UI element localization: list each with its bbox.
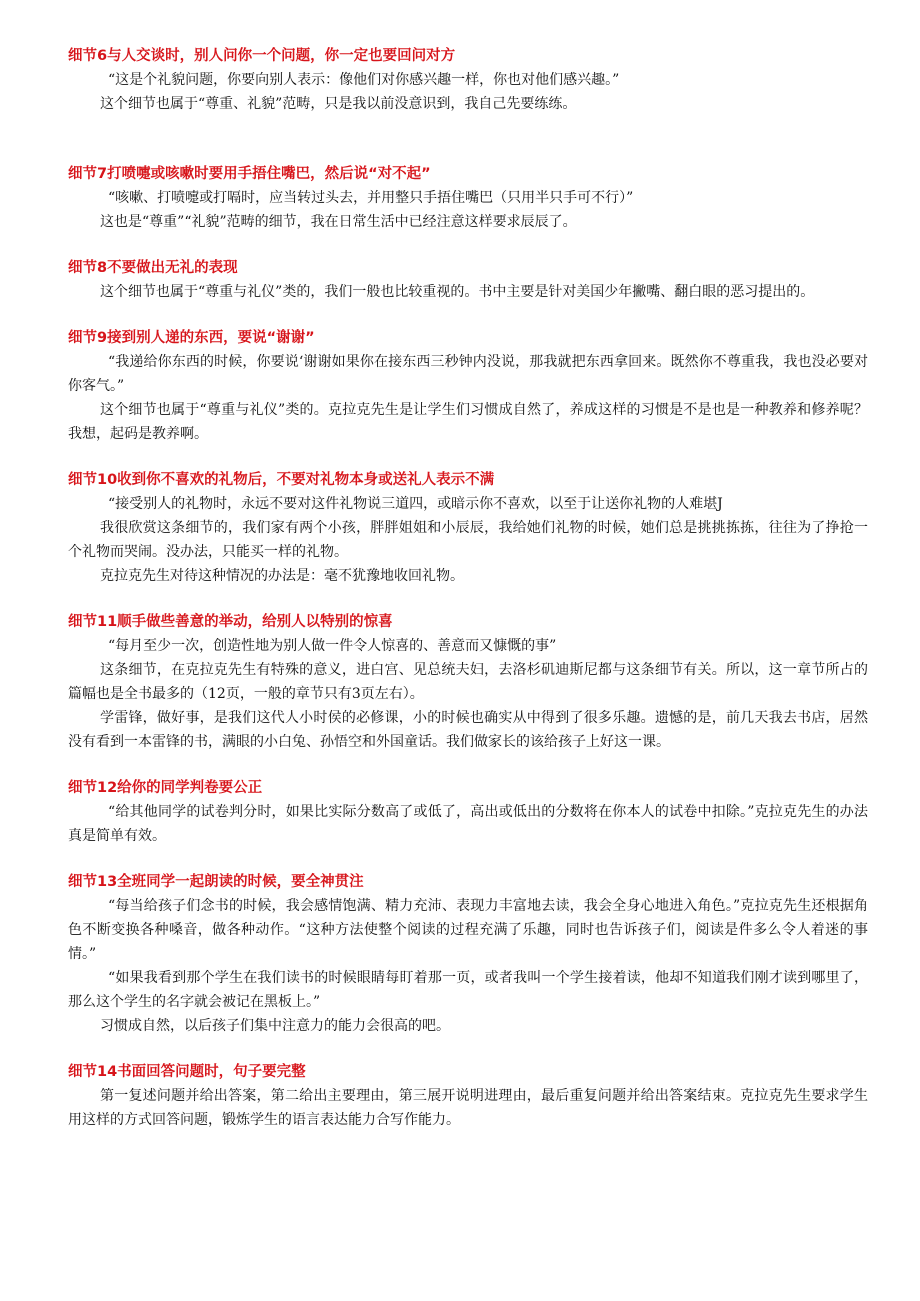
paragraph: 第一复述问题并给出答案，第二给出主要理由，第三展开说明进理由，最后重复问题并给出答案结束。克拉克先生要求学生用这样的方式回答问题，锻炼学生的语言表达能力合写作能力。 bbox=[68, 1088, 868, 1128]
paragraph: 这个细节也属于“尊重与礼仪”类的。克拉克先生是让学生们习惯成自然了，养成这样的习惯是不是也是一种教养和修养呢？我想，起码是教养啊。 bbox=[68, 402, 868, 442]
paragraph: 这个细节也属于“尊重、礼貌”范畴，只是我以前没意识到，我自己先要练练。 bbox=[100, 96, 577, 112]
section-detail-7 bbox=[68, 162, 868, 234]
section-detail-6 bbox=[68, 44, 868, 116]
paragraph: 我很欣赏这条细节的，我们家有两个小孩，胖胖姐姐和小辰辰，我给她们礼物的时候，她们总是挑挑拣拣，往往为了挣抢一个礼物而哭闹。没办法，只能买一样的礼物。 bbox=[68, 520, 868, 560]
paragraph: “咳嗽、打喷嚏或打嗝时，应当转过头去，并用整只手捂住嘴巴（只用半只手可不行）” bbox=[108, 190, 634, 206]
section-heading: 细节8不要做出无礼的表现 bbox=[68, 260, 238, 276]
paragraph: 这个细节也属于“尊重与礼仪”类的，我们一般也比较重视的。书中主要是针对美国少年撇嘴、翻白眼的恶习提出的。 bbox=[100, 284, 815, 300]
paragraph: 克拉克先生对待这种情况的办法是：毫不犹豫地收回礼物。 bbox=[100, 568, 464, 584]
section-detail-12 bbox=[68, 776, 868, 848]
paragraph: 这条细节，在克拉克先生有特殊的意义，进白宫、见总统夫妇，去洛杉矶迪斯尼都与这条细节有关。所以，这一章节所占的篇幅也是全书最多的（12页，一般的章节只有3页左右）。 bbox=[68, 662, 868, 702]
section-detail-14 bbox=[68, 1060, 868, 1132]
paragraph: “如果我看到那个学生在我们读书的时候眼睛每盯着那一页，或者我叫一个学生接着读，他却不知道我们刚才读到哪里了，那么这个学生的名字就会被记在黑板上。” bbox=[68, 970, 868, 1010]
paragraph: 这也是“尊重”“礼貌”范畴的细节，我在日常生活中已经注意这样要求辰辰了。 bbox=[100, 214, 577, 230]
section-detail-10 bbox=[68, 468, 868, 588]
section-detail-8 bbox=[68, 256, 868, 304]
document-page bbox=[68, 44, 868, 1132]
section-detail-11 bbox=[68, 610, 868, 754]
paragraph: “每当给孩子们念书的时候，我会感情饱满、精力充沛、表现力丰富地去读，我会全身心地进入角色。”克拉克先生还根据角色不断变换各种嗓音，做各种动作。“这种方法使整个阅读的过程充满了乐趣，同时也告诉孩子们，阅读是件多么令人着迷的事情。” bbox=[68, 898, 868, 962]
section-heading: 细节12给你的同学判卷要公正 bbox=[68, 780, 263, 796]
section-detail-13 bbox=[68, 870, 868, 1038]
paragraph: “这是个礼貌问题，你要向别人表示：像他们对你感兴趣一样，你也对他们感兴趣。” bbox=[108, 72, 620, 88]
section-heading: 细节13全班同学一起朗读的时候，要全神贯注 bbox=[68, 874, 364, 890]
section-heading: 细节11顺手做些善意的举动，给别人以特别的惊喜 bbox=[68, 614, 393, 630]
paragraph: “接受别人的礼物时，永远不要对这件礼物说三道四，或暗示你不喜欢，以至于让送你礼物的人难堪J bbox=[108, 496, 723, 512]
paragraph: “给其他同学的试卷判分时，如果比实际分数高了或低了，高出或低出的分数将在你本人的试卷中扣除。”克拉克先生的办法真是简单有效。 bbox=[68, 804, 868, 844]
section-detail-9 bbox=[68, 326, 868, 446]
section-heading: 细节6与人交谈时，别人问你一个问题，你一定也要回问对方 bbox=[68, 48, 456, 64]
section-heading: 细节7打喷嚏或咳嗽时要用手捂住嘴巴，然后说“对不起” bbox=[68, 166, 431, 182]
paragraph: 学雷锋，做好事，是我们这代人小时侯的必修课，小的时候也确实从中得到了很多乐趣。遗憾的是，前几天我去书店，居然没有看到一本雷锋的书，满眼的小白兔、孙悟空和外国童话。我们做家长的该给孩子上好这一课。 bbox=[68, 710, 868, 750]
section-heading: 细节10收到你不喜欢的礼物后，不要对礼物本身或送礼人表示不满 bbox=[68, 472, 495, 488]
paragraph: “我递给你东西的时候，你要说‘谢谢如果你在接东西三秒钟内没说，那我就把东西拿回来。既然你不尊重我，我也没必要对你客气。” bbox=[68, 354, 868, 394]
paragraph: 习惯成自然，以后孩子们集中注意力的能力会很高的吧。 bbox=[100, 1018, 450, 1034]
section-heading: 细节9接到别人递的东西，要说“谢谢” bbox=[68, 330, 315, 346]
paragraph: “每月至少一次，创造性地为别人做一件令人惊喜的、善意而又慷慨的事” bbox=[108, 638, 557, 654]
section-heading: 细节14书面回答问题时，句子要完整 bbox=[68, 1064, 306, 1080]
